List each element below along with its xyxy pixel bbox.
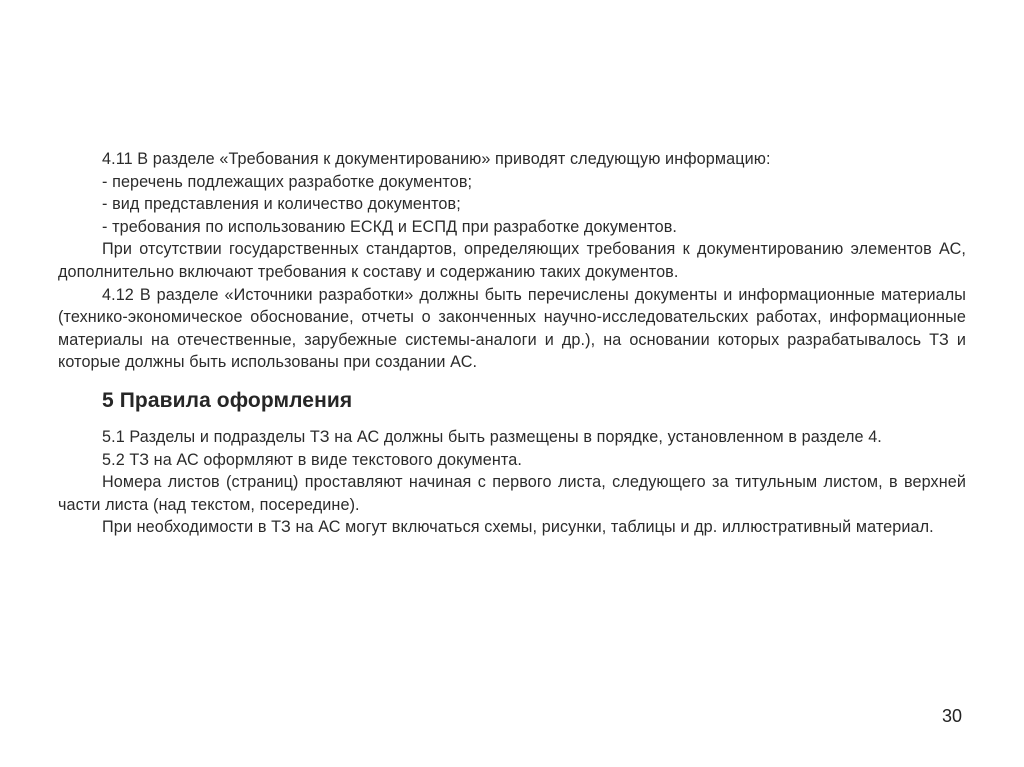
list-item: - требования по использованию ЕСКД и ЕСПД при разработке документов. [102,217,678,236]
paragraph-4-11: 4.11 В разделе «Требования к документированию» приводят следующую информацию: [102,150,771,168]
paragraph-absence-standards: При отсутствии государственных стандартов, определяющих требования к документированию элементов АС, дополнительно включают требования к составу и содержанию таких документов. [58,240,966,281]
page-number: 30 [941,706,962,726]
paragraph-page-numbers: Номера листов (страниц) проставляют начиная с первого листа, следующего за титульным листом, в верхней части листа (над текстом, посередине). [58,473,966,514]
paragraph-4-12: 4.12 В разделе «Источники разработки» должны быть перечислены документы и информационные материалы (технико-экономическое обоснование, отчеты о законченных научно-исследовательских работах, информационные материалы на отечественные, зарубежные системы-аналоги и др.), на основании которых разрабатывалось ТЗ и которые должны быть использованы при создании АС. [58,285,966,372]
document-body [58,148,966,539]
list-item: - перечень подлежащих разработке документов; [102,172,473,191]
paragraph-illustrations: При необходимости в ТЗ на АС могут включаться схемы, рисунки, таблицы и др. иллюстративный материал. [102,518,934,537]
paragraph-5-2: 5.2 ТЗ на АС оформляют в виде текстового документа. [102,450,522,469]
paragraph-5-1: 5.1 Разделы и подразделы ТЗ на АС должны быть размещены в порядке, установленном в разделе 4. [102,427,882,446]
list-item: - вид представления и количество документов; [102,195,461,214]
section-5-heading: 5 Правила оформления [102,388,353,412]
